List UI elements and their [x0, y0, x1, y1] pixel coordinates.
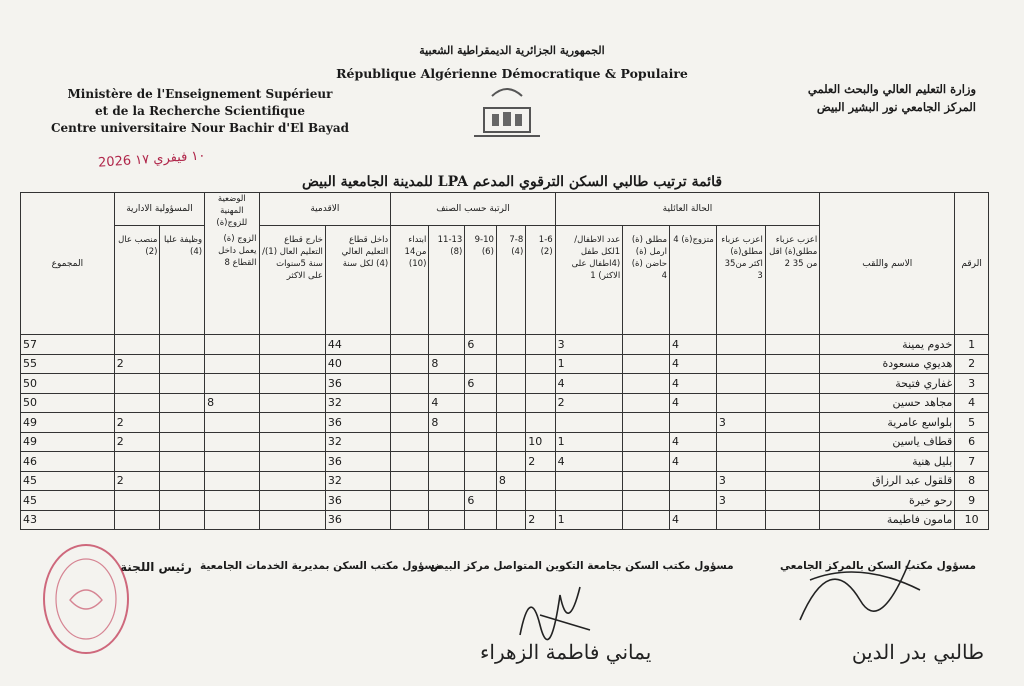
cell-rank: 8 — [496, 471, 525, 491]
cell-rank — [496, 491, 525, 511]
family-sub-header: عدد الاطفال/ 1لكل طفل (4اطفال على الاكثر) 1 — [555, 226, 623, 335]
rank-sub-header: 9-10 (6) — [465, 226, 497, 335]
cell-rank: 10 — [526, 432, 555, 452]
cell-total: 50 — [21, 393, 115, 413]
cell-family — [716, 452, 765, 472]
rank-sub-header: ابتداء من14 (10) — [391, 226, 429, 335]
cell-rank — [465, 510, 497, 530]
handwritten-name-right: طالبي بدر الدين — [851, 640, 984, 664]
cell-rank: 4 — [429, 393, 465, 413]
cell-family: 3 — [716, 491, 765, 511]
ministry-arabic — [736, 80, 976, 116]
university-logo — [470, 82, 544, 144]
rank-sub-header: 7-8 (4) — [496, 226, 525, 335]
cell-admin — [160, 413, 205, 433]
republic-arabic: الجمهورية الجزائرية الديمقراطية الشعبية — [419, 44, 605, 57]
cell-rank: 2 — [526, 452, 555, 472]
cell-rank — [526, 491, 555, 511]
col-admin-header: المسؤولية الادارية — [114, 193, 204, 226]
cell-family — [765, 354, 819, 374]
cell-name: رحو خيرة — [820, 491, 955, 511]
cell-admin — [160, 432, 205, 452]
cell-seniority: 40 — [325, 354, 390, 374]
rank-sub-header: 1-6 (2) — [526, 226, 555, 335]
table-row — [21, 432, 989, 452]
cell-family — [716, 354, 765, 374]
family-sub-header: اعزب عزباء مطلق(ة) اكثر من35 3 — [716, 226, 765, 335]
cell-admin — [114, 452, 160, 472]
cell-spouse — [205, 510, 259, 530]
official-stamp — [40, 540, 132, 658]
cell-rank — [496, 374, 525, 394]
cell-family — [765, 335, 819, 355]
cell-rank — [391, 354, 429, 374]
cell-seniority: 36 — [325, 452, 390, 472]
cell-seniority: 44 — [325, 335, 390, 355]
rank-sub-header: 11-13 (8) — [429, 226, 465, 335]
cell-family: 4 — [670, 452, 717, 472]
cell-family: 3 — [555, 335, 623, 355]
cell-rank — [526, 374, 555, 394]
cell-seniority — [259, 413, 325, 433]
ranking-table — [20, 192, 989, 530]
cell-rank — [429, 432, 465, 452]
cell-family — [716, 393, 765, 413]
cell-family: 4 — [670, 335, 717, 355]
cell-rank — [465, 393, 497, 413]
cell-family — [623, 510, 670, 530]
cell-name: مجاهد حسين — [820, 393, 955, 413]
cell-index: 8 — [955, 471, 989, 491]
table-row — [21, 510, 989, 530]
cell-rank — [429, 510, 465, 530]
cell-rank — [465, 413, 497, 433]
cell-family — [765, 374, 819, 394]
cell-rank — [496, 510, 525, 530]
cell-rank: 8 — [429, 354, 465, 374]
cell-rank — [429, 491, 465, 511]
cell-rank — [465, 432, 497, 452]
cell-admin — [114, 393, 160, 413]
cell-family — [555, 413, 623, 433]
cell-admin — [160, 510, 205, 530]
sig-training-center: مسؤول مكتب السكن بجامعة التكوين المتواصل مركز البيض — [430, 560, 734, 572]
cell-rank — [391, 335, 429, 355]
cell-index: 2 — [955, 354, 989, 374]
cell-family: 4 — [555, 452, 623, 472]
seniority-sub-header: خارج قطاع التعليم العال (1)/ سنة 5سنوات على الاكثر — [259, 226, 325, 335]
cell-seniority: 32 — [325, 432, 390, 452]
cell-rank — [465, 354, 497, 374]
cell-family — [623, 452, 670, 472]
cell-index: 3 — [955, 374, 989, 394]
table-body — [21, 335, 989, 530]
col-index-header: الرقم — [955, 193, 989, 335]
cell-family: 1 — [555, 354, 623, 374]
cell-spouse — [205, 452, 259, 472]
cell-admin — [114, 374, 160, 394]
cell-index: 7 — [955, 452, 989, 472]
seniority-sub-header: داخل قطاع التعليم العالي (4) لكل سنة — [325, 226, 390, 335]
cell-family — [670, 471, 717, 491]
cell-spouse — [205, 413, 259, 433]
admin-sub-header: منصب عال (2) — [114, 226, 160, 335]
cell-admin — [160, 491, 205, 511]
cell-family — [765, 393, 819, 413]
ministry-line: Ministère de l'Enseignement Supérieur — [67, 87, 333, 101]
cell-admin — [114, 335, 160, 355]
family-sub-header: مطلق (ة) ارمل (ة) حاضن (ة) 4 — [623, 226, 670, 335]
cell-total: 45 — [21, 471, 115, 491]
cell-seniority: 36 — [325, 491, 390, 511]
cell-rank — [496, 432, 525, 452]
cell-rank — [496, 335, 525, 355]
cell-admin — [160, 374, 205, 394]
cell-name: هديوي مسعودة — [820, 354, 955, 374]
ministry-line: et de la Recherche Scientifique — [95, 104, 305, 118]
cell-admin: 2 — [114, 432, 160, 452]
spouse-header-title: الوضعية المهنية للزوج(ة) — [216, 194, 248, 228]
cell-admin: 2 — [114, 354, 160, 374]
cell-admin: 2 — [114, 471, 160, 491]
cell-seniority: 36 — [325, 510, 390, 530]
cell-admin — [114, 491, 160, 511]
table-row — [21, 374, 989, 394]
republic-french: République Algérienne Démocratique & Populaire — [336, 66, 688, 81]
cell-family: 4 — [670, 510, 717, 530]
cell-family — [555, 491, 623, 511]
cell-rank — [496, 413, 525, 433]
cell-seniority — [259, 452, 325, 472]
cell-family — [670, 413, 717, 433]
cell-seniority — [259, 335, 325, 355]
ministry-line: وزارة التعليم العالي والبحث العلمي — [807, 82, 976, 96]
cell-family — [765, 491, 819, 511]
cell-rank — [429, 335, 465, 355]
cell-rank — [391, 491, 429, 511]
family-sub-header: متزوج(ة) 4 — [670, 226, 717, 335]
cell-admin — [160, 471, 205, 491]
cell-seniority — [259, 491, 325, 511]
cell-total: 43 — [21, 510, 115, 530]
cell-family: 1 — [555, 432, 623, 452]
cell-name: غفاري فتيحة — [820, 374, 955, 394]
cell-spouse — [205, 354, 259, 374]
table-row — [21, 491, 989, 511]
cell-family — [670, 491, 717, 511]
cell-index: 9 — [955, 491, 989, 511]
cell-family: 4 — [670, 432, 717, 452]
cell-family: 4 — [555, 374, 623, 394]
cell-total: 49 — [21, 432, 115, 452]
cell-name: بليل هنية — [820, 452, 955, 472]
family-sub-header: اعزب عزباء مطلق(ة) اقل من 35 2 — [765, 226, 819, 335]
cell-rank — [391, 432, 429, 452]
cell-seniority — [259, 432, 325, 452]
col-seniority-header: الاقدمية — [259, 193, 391, 226]
sig-dorm-office: مسؤول مكتب السكن بالمركز الجامعي — [780, 560, 976, 572]
cell-seniority: 32 — [325, 471, 390, 491]
cell-family — [623, 413, 670, 433]
cell-name: قطاف ياسين — [820, 432, 955, 452]
cell-admin — [114, 510, 160, 530]
cell-family: 3 — [716, 413, 765, 433]
cell-family: 3 — [716, 471, 765, 491]
cell-family: 2 — [555, 393, 623, 413]
handwritten-name-middle: يماني فاطمة الزهراء — [480, 640, 652, 664]
cell-rank — [526, 393, 555, 413]
table-row — [21, 452, 989, 472]
table-row — [21, 413, 989, 433]
cell-seniority — [259, 393, 325, 413]
cell-family — [765, 413, 819, 433]
cell-total: 50 — [21, 374, 115, 394]
cell-rank — [429, 471, 465, 491]
cell-seniority: 36 — [325, 374, 390, 394]
cell-rank — [465, 452, 497, 472]
signature-mark — [790, 540, 930, 640]
cell-admin — [160, 393, 205, 413]
cell-rank — [496, 354, 525, 374]
cell-family — [716, 432, 765, 452]
spouse-subheader: الزوج (ة) يعمل داخل القطاع 8 — [218, 234, 257, 268]
sig-services-dir: مسؤول مكتب السكن بمديرية الخدمات الجامعية — [200, 560, 442, 572]
table-row — [21, 471, 989, 491]
col-family-header: الحالة العائلية — [555, 193, 820, 226]
cell-seniority — [259, 374, 325, 394]
cell-rank — [391, 452, 429, 472]
cell-total: 57 — [21, 335, 115, 355]
cell-index: 5 — [955, 413, 989, 433]
cell-family: 4 — [670, 374, 717, 394]
cell-seniority — [259, 471, 325, 491]
cell-rank — [391, 471, 429, 491]
date-stamp: 2026 ١٠ فيفري ١٧ — [97, 148, 206, 171]
group-header-row — [21, 193, 989, 226]
col-spouse-header — [205, 193, 259, 335]
cell-family — [765, 452, 819, 472]
cell-rank: 8 — [429, 413, 465, 433]
cell-family — [623, 374, 670, 394]
cell-rank — [465, 471, 497, 491]
cell-family — [623, 432, 670, 452]
cell-total: 55 — [21, 354, 115, 374]
cell-index: 1 — [955, 335, 989, 355]
admin-sub-header: وظيفة عليا (4) — [160, 226, 205, 335]
cell-name: خدوم يمينة — [820, 335, 955, 355]
cell-spouse — [205, 471, 259, 491]
cell-family — [623, 393, 670, 413]
cell-family — [765, 510, 819, 530]
cell-rank — [496, 452, 525, 472]
cell-family — [623, 335, 670, 355]
col-name-header: الاسم واللقب — [820, 193, 955, 335]
cell-family: 4 — [670, 354, 717, 374]
cell-spouse — [205, 374, 259, 394]
cell-rank — [496, 393, 525, 413]
cell-spouse — [205, 432, 259, 452]
cell-rank — [526, 335, 555, 355]
cell-rank — [429, 452, 465, 472]
cell-family — [623, 354, 670, 374]
signature-mark — [510, 575, 600, 645]
cell-family: 1 — [555, 510, 623, 530]
ministry-line: المركز الجامعي نور البشير البيض — [816, 100, 976, 114]
col-rank-header: الرتبة حسب الصنف — [391, 193, 555, 226]
cell-family — [623, 491, 670, 511]
cell-name: بلواسع عامرية — [820, 413, 955, 433]
page-title: قائمة ترتيب طالبي السكن الترقوي المدعم LPA للمدينة الجامعية البيض — [301, 174, 723, 190]
cell-total: 46 — [21, 452, 115, 472]
cell-family — [765, 432, 819, 452]
cell-index: 6 — [955, 432, 989, 452]
cell-index: 4 — [955, 393, 989, 413]
cell-rank — [391, 413, 429, 433]
cell-index: 10 — [955, 510, 989, 530]
col-total-header: المجموع — [21, 193, 115, 335]
cell-seniority — [259, 510, 325, 530]
cell-family — [716, 374, 765, 394]
table-row — [21, 393, 989, 413]
cell-family — [716, 335, 765, 355]
cell-rank — [429, 374, 465, 394]
cell-family — [716, 510, 765, 530]
cell-rank: 6 — [465, 374, 497, 394]
cell-rank — [391, 510, 429, 530]
cell-seniority: 32 — [325, 393, 390, 413]
table-row — [21, 335, 989, 355]
cell-rank: 6 — [465, 335, 497, 355]
cell-rank: 2 — [526, 510, 555, 530]
cell-seniority: 36 — [325, 413, 390, 433]
cell-family — [765, 471, 819, 491]
cell-rank — [391, 374, 429, 394]
cell-spouse — [205, 491, 259, 511]
cell-name: مامون فاطيمة — [820, 510, 955, 530]
cell-seniority — [259, 354, 325, 374]
cell-rank — [526, 354, 555, 374]
cell-total: 49 — [21, 413, 115, 433]
sig-committee: رئيس اللجنة — [120, 560, 192, 574]
cell-family — [623, 471, 670, 491]
cell-admin — [160, 335, 205, 355]
cell-spouse: 8 — [205, 393, 259, 413]
cell-rank — [391, 393, 429, 413]
ministry-line: Centre universitaire Nour Bachir d'El Bayad — [50, 121, 350, 135]
cell-rank: 6 — [465, 491, 497, 511]
ministry-french — [50, 86, 350, 137]
cell-rank — [526, 413, 555, 433]
cell-admin — [160, 452, 205, 472]
cell-spouse — [205, 335, 259, 355]
cell-admin: 2 — [114, 413, 160, 433]
table-row — [21, 354, 989, 374]
cell-family: 4 — [670, 393, 717, 413]
cell-family — [555, 471, 623, 491]
cell-rank — [526, 471, 555, 491]
cell-name: قلقول عبد الرزاق — [820, 471, 955, 491]
cell-total: 45 — [21, 491, 115, 511]
cell-admin — [160, 354, 205, 374]
